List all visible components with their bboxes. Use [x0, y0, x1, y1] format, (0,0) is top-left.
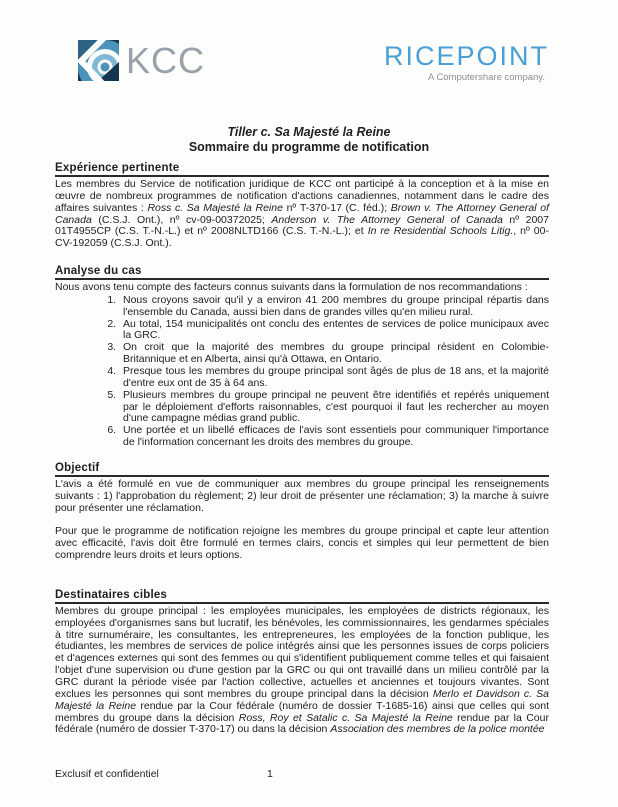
case-title: Tiller c. Sa Majesté la Reine: [227, 125, 391, 139]
experience-paragraph: Les membres du Service de notification juridique de KCC ont participé à la conception et à la mise en œuvre de nombreux programmes de notification d'actions canadiennes, notamment dans le cadre des affaires suivantes : Ross c. Sa Majesté la Reine nº T-370-17 (C. féd.); Brown v. The Attorney General of Canada (C.S.J. Ont.), nº cv-09-00372025; Anderson v. The Attorney General of Canada nº 2007 01T4955CP (C.S. T.-N.-L.) et nº 2008NLTD166 (C.S. T.-N.-L.); et In re Residential Schools Litig., nº 00-CV-192059 (C.S.J. Ont.).: [55, 178, 549, 250]
page-number: 1: [267, 768, 273, 780]
confidential-label: Exclusif et confidentiel: [55, 768, 159, 780]
section-heading-analyse: Analyse du cas: [55, 265, 549, 280]
list-item: 6. Une portée et un libellé efficaces de l'avis sont essentiels pour communiquer l'importance de l'information concernant les droits des membres du groupe.: [119, 425, 549, 449]
section-experience: [55, 162, 549, 250]
section-heading-destinataires: Destinataires cibles: [55, 589, 549, 604]
list-item: 2. Au total, 154 municipalités ont conclu des ententes de services de police municipaux avec la GRC.: [119, 319, 549, 343]
ricepoint-tagline: A Computershare company.: [427, 72, 545, 83]
objectif-paragraph-1: L'avis a été formulé en vue de communiquer aux membres du groupe principal les renseignements suivants : 1) l'approbation du règlement; 2) leur droit de présenter une réclamation; 3) la marche à suivre pour présenter une réclamation.: [55, 477, 549, 514]
header: [78, 40, 549, 83]
section-heading-experience: Expérience pertinente: [55, 162, 549, 177]
list-item: 1. Nous croyons savoir qu'il y a environ 41 200 membres du groupe principal répartis dans l'ensemble du Canada, aussi bien dans de grandes villes qu'en milieu rural.: [119, 295, 549, 319]
ricepoint-logo: [384, 42, 549, 83]
ricepoint-wordmark: RICEPOINT: [383, 41, 549, 71]
objectif-paragraph-2: Pour que le programme de notification rejoigne les membres du groupe principal et capte leur attention avec efficacité, l'avis doit être formulé en termes clairs, concis et simples qui leur permettent de bien comprendre leurs droits et leurs options.: [55, 525, 549, 562]
footer: [55, 768, 549, 780]
section-heading-objectif: Objectif: [55, 462, 549, 477]
section-analyse: [55, 265, 549, 449]
document-subtitle: Sommaire du programme de notification: [188, 140, 430, 154]
kcc-arcs-icon: [78, 40, 119, 81]
list-item: 4. Presque tous les membres du groupe principal sont âgés de plus de 18 ans, et la majorité d'entre eux ont de 35 à 64 ans.: [119, 366, 549, 390]
list-item: 3. On croit que la majorité des membres du groupe principal résident en Colombie-Britannique et en Alberta, ainsi qu'à Ottawa, en Ontario.: [119, 342, 549, 366]
list-item: 5. Plusieurs membres du groupe principal ne peuvent être identifiés et repérés uniquement par le déploiement d'efforts raisonnables, c'est pourquoi il faut les rechercher au moyen d'une campagne médias grand public.: [119, 390, 549, 426]
kcc-logo: [78, 40, 205, 81]
analyse-list: [55, 295, 549, 449]
section-objectif: [55, 462, 549, 562]
document-body: [55, 162, 549, 736]
document-title-block: [0, 125, 618, 155]
analyse-intro: Nous avons tenu compte des facteurs connus suivants dans la formulation de nos recommandations :: [55, 281, 528, 294]
section-destinataires: [55, 589, 549, 736]
kcc-wordmark: KCC: [126, 40, 206, 81]
destinataires-paragraph: Membres du groupe principal : les employées municipales, les employées de districts régionaux, les employées d'organismes sans but lucratif, les bénévoles, les commissionnaires, les gendarmes spéciales à titre surnuméraire, les consultantes, les entrepreneures, les employées de la fonction publique, les étudiantes, les membres de services de police intégrés ainsi que les personnes issues de corps policiers et d'agences externes qui sont des femmes ou qui s'identifient publiquement comme telles et qui faisaient l'objet d'une supervision ou d'une gestion par la GRC ou qui ont travaillé dans un milieu contrôlé par la GRC durant la période visée par l'action collective, actuelles et anciennes et toujours vivantes. Sont exclues les personnes qui sont membres du groupe principal dans la décision Merlo et Davidson c. Sa Majesté la Reine rendue par la Cour fédérale (numéro de dossier T-1685-16) ainsi que celles qui sont membres du groupe dans la décision Ross, Roy et Satalic c. Sa Majesté la Reine rendue par la Cour fédérale (numéro de dossier T-370-17) ou dans la décision Association des membres de la police montée: [55, 604, 550, 736]
